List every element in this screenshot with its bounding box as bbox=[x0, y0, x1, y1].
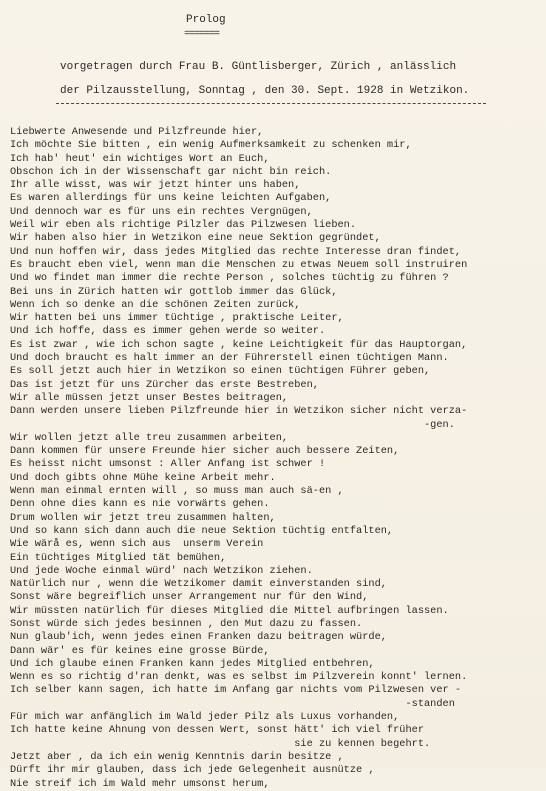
poem-line: Ich hab' heut' ein wichtiges Wort an Euch, bbox=[10, 152, 270, 165]
poem-line: -gen. bbox=[10, 418, 455, 431]
poem-line: Und ich glaube einen Franken kann jedes Mitglied entbehren, bbox=[10, 657, 375, 670]
poem-line: Es waren allerdings für uns keine leichten Aufgaben, bbox=[10, 192, 332, 205]
poem-body bbox=[10, 126, 540, 791]
poem-line: Und jede Woche einmal würd' nach Wetzikon ziehen. bbox=[10, 564, 313, 577]
subtitle-line-2: der Pilzausstellung, Sonntag , den 30. Sept. 1928 in Wetzikon. bbox=[60, 85, 470, 97]
poem-line: Es heisst nicht umsonst : Aller Anfang ist schwer ! bbox=[10, 458, 326, 471]
poem-line: Ich möchte Sie bitten , ein wenig Aufmerksamkeit zu schenken mir, bbox=[10, 139, 412, 152]
poem-line: Das ist jetzt für uns Zürcher das erste Bestreben, bbox=[10, 378, 319, 391]
poem-line: Und ich hoffe, dass es immer gehen werde so weiter. bbox=[10, 325, 326, 338]
poem-line: Wie wärå es, wenn sich aus unserm Verein bbox=[10, 538, 264, 551]
page-title: Prolog bbox=[186, 14, 226, 26]
poem-line: Obschon ich in der Wissenschaft gar nicht bin reich. bbox=[10, 165, 332, 178]
poem-line: Wir hatten bei uns immer tüchtige , praktische Leiter, bbox=[10, 312, 344, 325]
poem-line: Ich hatte keine Ahnung von dessen Wert, sonst hätt' ich viel früher bbox=[10, 724, 425, 737]
poem-line: Liebwerte Anwesende und Pilzfreunde hier, bbox=[10, 126, 264, 138]
poem-line: Ihr alle wisst, was wir jetzt hinter uns haben, bbox=[10, 179, 301, 192]
poem-line: Und doch gibts ohne Mühe keine Arbeit mehr. bbox=[10, 471, 276, 484]
poem-line: Und so kann sich dann auch die neue Sektion tüchtig entfalten, bbox=[10, 524, 394, 537]
poem-line: Nun glaub'ich, wenn jedes einen Franken dazu beitragen würde, bbox=[10, 631, 387, 644]
poem-line: Es braucht eben viel, wenn man die Menschen zu etwas Neuem soll instruiren bbox=[10, 258, 468, 271]
poem-line: Wir wollen jetzt alle treu zusammen arbeiten, bbox=[10, 431, 289, 444]
poem-line: Bei uns in Zürich hatten wir gottlob immer das Glück, bbox=[10, 285, 338, 298]
poem-line: Und doch braucht es halt immer an der Führerstell einen tüchtigen Mann. bbox=[10, 352, 449, 365]
poem-line: Wenn ich so denke an die schönen Zeiten zurück, bbox=[10, 298, 301, 311]
poem-line: Ein tüchtiges Mitglied tät bemühen, bbox=[10, 551, 227, 564]
poem-line: Dann werden unsere lieben Pilzfreunde hier in Wetzikon sicher nicht verza- bbox=[10, 405, 468, 418]
poem-line: Nie streif ich im Wald mehr umsonst herum, bbox=[10, 777, 270, 790]
poem-line: Wenn es so richtig d'ran denkt, was es selbst im Pilzverein konnt' lernen. bbox=[10, 671, 468, 684]
poem-line: Und wo findet man immer die rechte Person , solches tüchtig zu führen ? bbox=[10, 272, 449, 285]
poem-line: Wir müssten natürlich für dieses Mitglied die Mittel aufbringen lassen. bbox=[10, 604, 449, 617]
poem-line: Für mich war anfänglich im Wald jeder Pilz als Luxus vorhanden, bbox=[10, 711, 400, 724]
poem-line: -standen bbox=[10, 697, 455, 710]
poem-line: Wir haben also hier in Wetzikon eine neue Sektion gegründet, bbox=[10, 232, 381, 245]
poem-line: Dann wär' es für keines eine grosse Bürde, bbox=[10, 644, 270, 657]
poem-line: sie zu kennen begehrt. bbox=[10, 737, 431, 750]
poem-line: Denn ohne dies kann es nie vorwärts gehen. bbox=[10, 498, 270, 511]
poem-line: Dann kommen für unsere Freunde hier sicher auch bessere Zeiten, bbox=[10, 445, 400, 458]
header-divider bbox=[56, 103, 486, 104]
poem-line: Sonst wäre begreiflich unser Arrangement nur für den Wind, bbox=[10, 591, 369, 604]
title-underline: ======= bbox=[184, 29, 220, 40]
poem-line: Natürlich nur , wenn die Wetzikomer damit einverstanden sind, bbox=[10, 578, 387, 591]
poem-line: Weil wir eben als richtige Pilzler das Pilzwesen lieben. bbox=[10, 219, 357, 232]
subtitle-line-1: vorgetragen durch Frau B. Güntlisberger, Zürich , anlässlich bbox=[60, 61, 457, 73]
poem-line: Es ist zwar , wie ich schon sagte , keine Leichtigkeit für das Hauptorgan, bbox=[10, 338, 468, 351]
poem-line: Es soll jetzt auch hier in Wetzikon so einen tüchtigen Führer geben, bbox=[10, 365, 431, 378]
poem-line: Ich selber kann sagen, ich hatte im Anfang gar nichts vom Pilzwesen ver - bbox=[10, 684, 462, 697]
poem-line: Sonst würde sich jedes besinnen , den Mut dazu zu fassen. bbox=[10, 617, 363, 630]
poem-line: Drum wollen wir jetzt treu zusammen halten, bbox=[10, 511, 276, 524]
poem-line: Wenn man einmal ernten will , so muss man auch sä-en , bbox=[10, 485, 344, 498]
poem-line: Und nun hoffen wir, dass jedes Mitglied das rechte Interesse dran findet, bbox=[10, 245, 462, 258]
poem-line: Dürft ihr mir glauben, dass ich jede Gelegenheit ausnütze , bbox=[10, 764, 375, 777]
poem-line: Und dennoch war es für uns ein rechtes Vergnügen, bbox=[10, 205, 313, 218]
poem-line: Wir alle müssen jetzt unser Bestes beitragen, bbox=[10, 391, 289, 404]
poem-line: Jetzt aber , da ich ein wenig Kenntnis darin besitze , bbox=[10, 750, 344, 763]
